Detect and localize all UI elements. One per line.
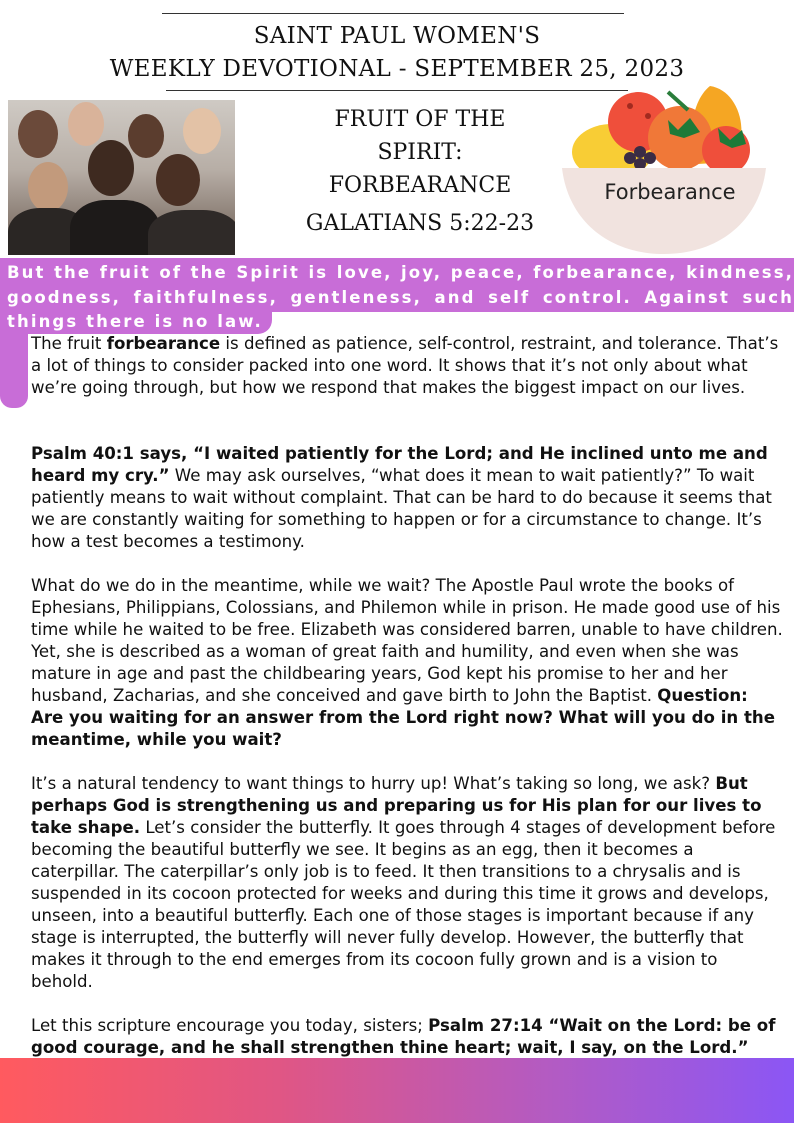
p3-text: What do we do in the meantime, while we wait? The Apostle Paul wrote the books of Ephesians, Philippians, Colossians, and Philemon while in prison. He made good use of his time while he waited to be free. Elizabeth was considered barren, unable to have children. Yet, she is described as a woman of great faith and humility, and even when she was mature in age and past the childbearing years, God kept his promise to her and her husband, Zacharias, and she conceived and gave birth to John the Baptist. bbox=[31, 576, 783, 705]
topic-line-2: SPIRIT: bbox=[377, 140, 463, 165]
bowl-label: Forbearance bbox=[604, 180, 736, 204]
paragraph-5 bbox=[31, 1015, 783, 1059]
p5-text: Let this scripture encourage you today, sisters; bbox=[31, 1016, 429, 1035]
fruit-bowl-icon bbox=[560, 80, 780, 260]
p1-text-c: is defined as patience, self-control, restraint, and tolerance. That’s a lot of things to consider packed into one word. It shows that it’s not only about what we’re going through, but how we respond that makes the biggest impact on our lives. bbox=[31, 334, 779, 397]
header-top-rule bbox=[162, 13, 624, 14]
key-verse: But the fruit of the Spirit is love, joy, peace, forbearance, kindness, goodness, faithfulness, gentleness, and self control. Against such things there is no law. bbox=[7, 263, 794, 331]
p4-text-c: Let’s consider the butterfly. It goes through 4 stages of development before becoming the beautiful butterfly we see. It begins as an egg, then it becomes a caterpillar. The caterpillar’s only job is to feed. It then transitions to a chrysalis and is suspended in its cocoon protected for weeks and during this time it grows and develops, unseen, into a beautiful butterfly. Each one of those stages is important because if any stage is interrupted, the butterfly will never fully develop. However, the butterfly that makes it through to the end emerges from its cocoon fully grown and is a vision to behold. bbox=[31, 818, 776, 991]
paragraph-3 bbox=[31, 575, 783, 751]
p2-bold-quote: Psalm 40:1 says, “I waited patiently for the Lord; and He inclined unto me and heard my cry.” bbox=[31, 444, 768, 485]
scripture-reference: GALATIANS 5:22-23 bbox=[305, 211, 535, 236]
women-group-photo bbox=[8, 100, 235, 255]
topic-title bbox=[300, 103, 540, 202]
p4-text-a: It’s a natural tendency to want things to hurry up! What’s taking so long, we ask? bbox=[31, 774, 716, 793]
paragraph-4 bbox=[31, 773, 783, 993]
topic-line-3: FORBEARANCE bbox=[328, 173, 512, 198]
p4-bold: But perhaps God is strengthening us and preparing us for His plan for our lives to take shape. bbox=[31, 774, 762, 837]
topic-line-1: FRUIT OF THE bbox=[334, 107, 506, 132]
p5-bold-scripture: Psalm 27:14 “Wait on the Lord: be of good courage, and he shall strengthen thine heart; wait, I say, on the Lord.” bbox=[31, 1016, 776, 1057]
paragraph-1 bbox=[31, 333, 783, 399]
p2-text: We may ask ourselves, “what does it mean to wait patiently?” To wait patiently means to wait without complaint. That can be hard to do because it seems that we are constantly waiting for something to happen or for a circumstance to change. It’s how a test becomes a testimony. bbox=[31, 466, 772, 551]
p1-bold-term: forbearance bbox=[106, 334, 221, 353]
p3-bold-question: Question: Are you waiting for an answer from the Lord right now? What will you do in the meantime, while you wait? bbox=[31, 686, 775, 749]
fruit-bowl-graphic bbox=[560, 80, 780, 260]
paragraph-2 bbox=[31, 443, 783, 553]
p1-text-a: The fruit bbox=[31, 334, 107, 353]
header-bottom-rule bbox=[166, 90, 628, 91]
header-title-line-2: WEEKLY DEVOTIONAL - SEPTEMBER 25, 2023 bbox=[109, 56, 685, 82]
footer-gradient-bar bbox=[0, 1058, 794, 1123]
header-title-line-1: SAINT PAUL WOMEN'S bbox=[253, 23, 541, 49]
